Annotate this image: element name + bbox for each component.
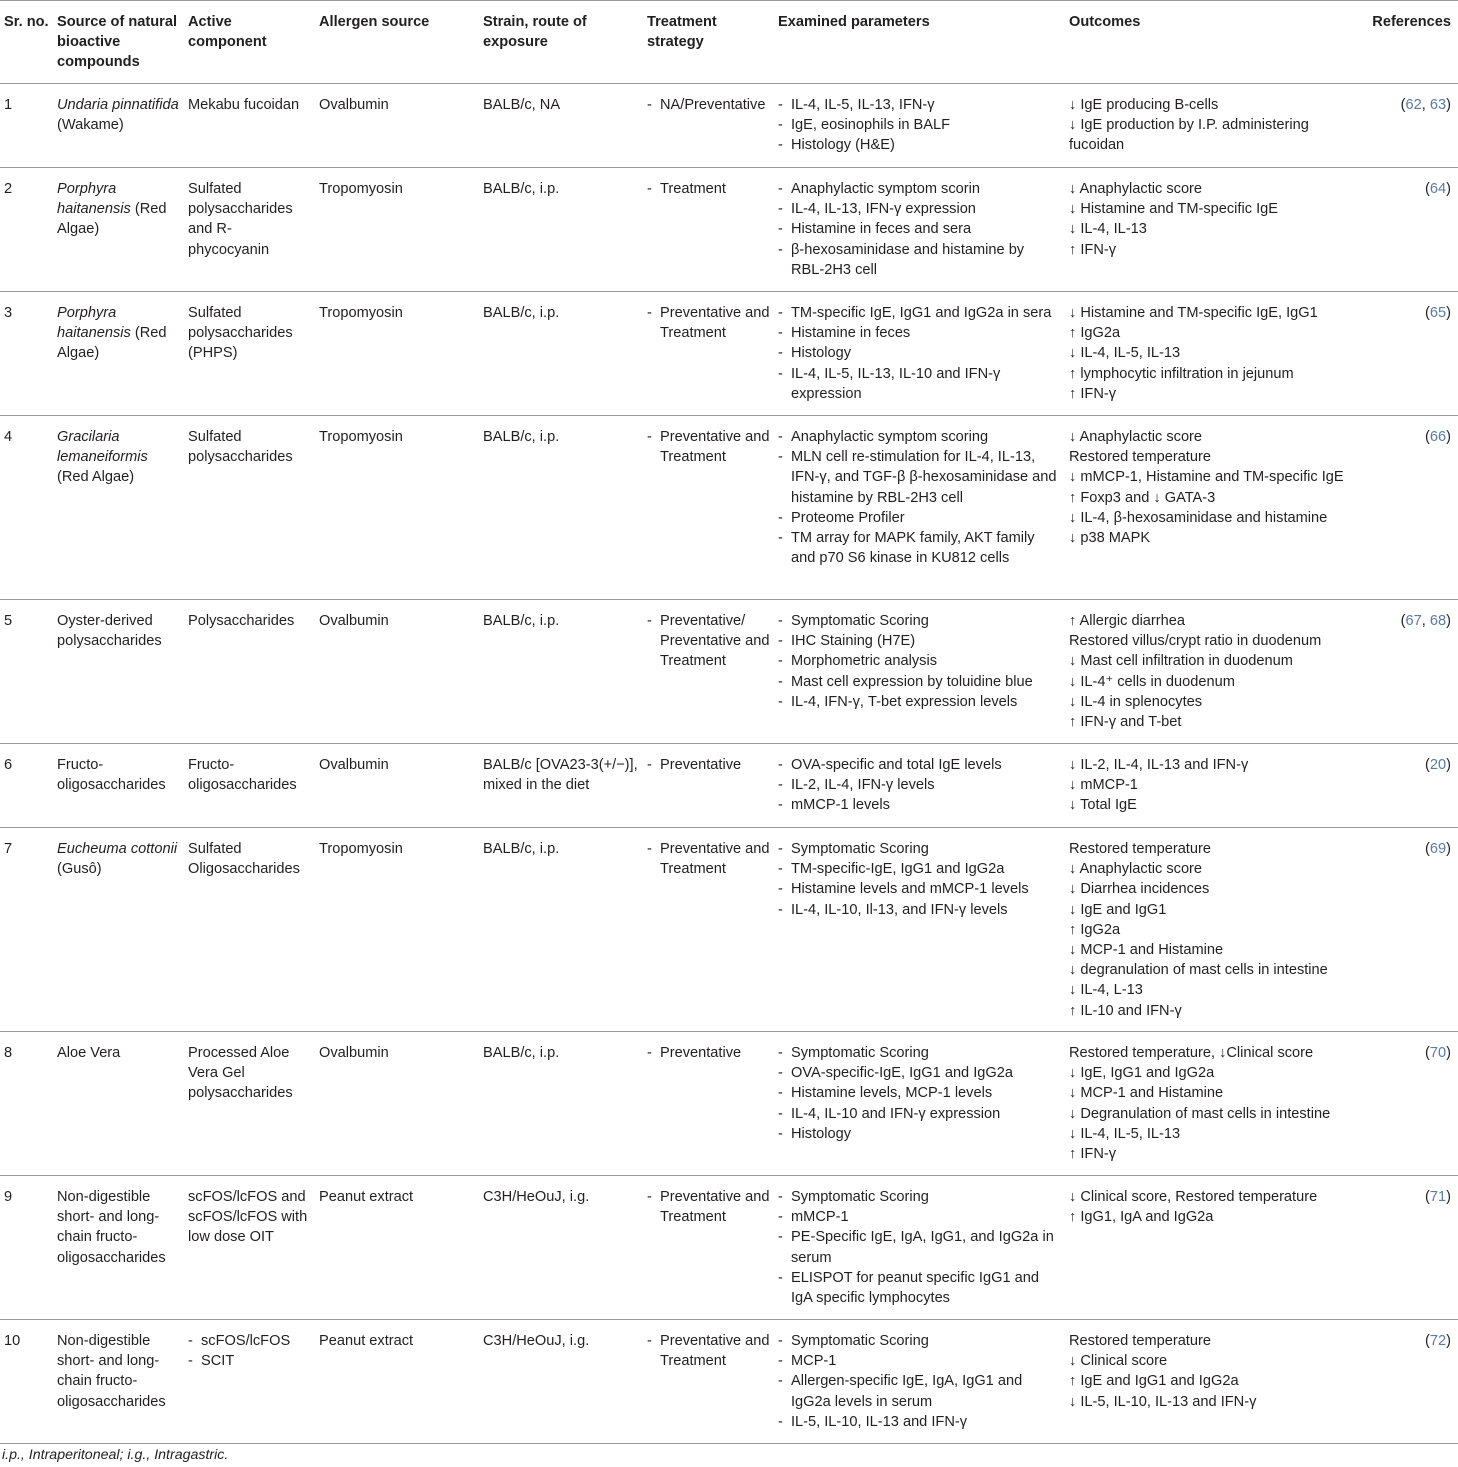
ref-open-paren: ( xyxy=(1400,97,1406,113)
source-species: Porphyra haitanensis xyxy=(57,181,131,218)
cell-references xyxy=(1351,600,1458,744)
cell-allergen-source: Ovalbumin xyxy=(319,757,389,773)
outcome-item: ↓ IgE and IgG1 xyxy=(1069,901,1167,918)
outcome-item: ↑ Allergic diarrhea xyxy=(1069,613,1185,629)
header-sr-no: Sr. no. xyxy=(4,14,49,30)
source-text: Non-digestible short- and long-chain fructo-oligosaccharides xyxy=(57,1333,166,1410)
treatment-item: - Preventative xyxy=(647,1043,770,1063)
cell-sr-no: 6 xyxy=(4,757,13,773)
table-row xyxy=(0,828,1458,1032)
ref-open-paren: ( xyxy=(1425,305,1430,321)
parameter-item: - mMCP-1 levels xyxy=(778,795,1061,815)
cell-sr-no: 7 xyxy=(4,841,13,857)
source-species: Gracilaria lemaneiformis xyxy=(57,429,148,466)
treatment-item: - Treatment xyxy=(647,179,770,199)
outcome-item: ↑ IFN-γ and T-bet xyxy=(1069,714,1182,731)
parameter-item: - β-hexosaminidase and histamine by RBL-2H3 cell xyxy=(778,240,1061,280)
treatment-item: - Preventative and Treatment xyxy=(647,427,770,467)
cell-examined-parameters xyxy=(774,1320,1065,1444)
outcome-item: ↓ IL-4, L-13 xyxy=(1069,982,1143,999)
cell-strain-route: BALB/c, NA xyxy=(483,97,561,113)
ref-close-paren: ) xyxy=(1446,1189,1451,1205)
outcome-item: ↓ Clinical score xyxy=(1069,1353,1168,1370)
cell-strain-route: BALB/c, i.p. xyxy=(483,429,560,445)
outcome-item: ↓ degranulation of mast cells in intestine xyxy=(1069,962,1328,979)
outcome-item: ↑ IL-10 and IFN-γ xyxy=(1069,1002,1182,1019)
outcome-item: Restored temperature, ↓Clinical score xyxy=(1069,1045,1314,1061)
ref-close-paren: ) xyxy=(1446,181,1451,197)
cell-references xyxy=(1351,292,1458,416)
source-text: (Gusô) xyxy=(57,861,102,878)
outcome-item: ↓ Histamine and TM-specific IgE, IgG1 xyxy=(1069,305,1318,321)
ref-open-paren: ( xyxy=(1425,429,1430,445)
outcome-item: ↓ Diarrhea incidences xyxy=(1069,881,1210,898)
cell-treatment-strategy xyxy=(643,1032,774,1176)
outcome-item: ↓ IL-5, IL-10, IL-13 and IFN-γ xyxy=(1069,1393,1257,1410)
outcome-item: Restored temperature xyxy=(1069,449,1211,466)
cell-allergen-source: Tropomyosin xyxy=(319,305,403,321)
parameter-item: - MCP-1 xyxy=(778,1351,1061,1371)
source-text: (Red Algae) xyxy=(57,201,167,238)
cell-outcomes xyxy=(1065,1176,1351,1320)
parameter-item: - ELISPOT for peanut specific IgG1 and IgA specific lymphocytes xyxy=(778,1268,1061,1308)
cell-active-component: Sulfated polysaccharides xyxy=(188,429,293,466)
cell-active-component: Sulfated Oligosaccharides xyxy=(188,841,300,878)
cell-references xyxy=(1351,828,1458,1032)
cell-sr-no: 9 xyxy=(4,1189,13,1205)
outcome-item: ↓ Degranulation of mast cells in intestine xyxy=(1069,1105,1331,1122)
parameter-item: - Histamine levels, MCP-1 levels xyxy=(778,1083,1061,1103)
outcome-item: ↑ IgG1, IgA and IgG2a xyxy=(1069,1209,1214,1226)
ref-close-paren: ) xyxy=(1446,757,1451,773)
outcome-item: ↓ IgE production by I.P. administering fucoidan xyxy=(1069,117,1309,154)
table-row xyxy=(0,600,1458,744)
source-text: Non-digestible short- and long-chain fructo-oligosaccharides xyxy=(57,1189,166,1266)
cell-strain-route: BALB/c, i.p. xyxy=(483,1045,560,1061)
parameter-item: - Symptomatic Scoring xyxy=(778,611,1061,631)
cell-allergen-source: Tropomyosin xyxy=(319,841,403,857)
table-row xyxy=(0,1176,1458,1320)
reference-link[interactable]: 72 xyxy=(1429,1333,1447,1349)
parameter-item: - Anaphylactic symptom scoring xyxy=(778,427,1061,447)
parameter-item: - Mast cell expression by toluidine blue xyxy=(778,672,1061,692)
reference-link[interactable]: 20 xyxy=(1429,757,1447,773)
parameter-item: - IL-4, IL-10, Il-13, and IFN-γ levels xyxy=(778,900,1061,920)
cell-active-component: Sulfated polysaccharides and R-phycocyanin xyxy=(188,181,293,258)
cell-outcomes xyxy=(1065,828,1351,1032)
source-text: (Red Algae) xyxy=(57,469,135,486)
cell-active-component: Processed Aloe Vera Gel polysaccharides xyxy=(188,1045,293,1102)
parameter-item: - IL-4, IL-5, IL-13, IFN-γ xyxy=(778,95,1061,115)
reference-link[interactable]: 68 xyxy=(1429,613,1447,629)
cell-source xyxy=(53,292,184,416)
parameter-item: - Morphometric analysis xyxy=(778,651,1061,671)
ref-separator: , xyxy=(1421,613,1430,629)
active-item: - SCIT xyxy=(188,1351,311,1371)
cell-strain-route: BALB/c, i.p. xyxy=(483,181,560,197)
source-text: Oyster-derived polysaccharides xyxy=(57,613,162,650)
parameter-item: - Allergen-specific IgE, IgA, IgG1 and IgG2a levels in serum xyxy=(778,1371,1061,1411)
outcome-item: ↓ Total IgE xyxy=(1069,797,1137,814)
cell-active-component: Sulfated polysaccharides (PHPS) xyxy=(188,305,293,362)
cell-allergen-source: Tropomyosin xyxy=(319,429,403,445)
cell-examined-parameters xyxy=(774,84,1065,168)
cell-source xyxy=(53,1176,184,1320)
reference-link[interactable]: 67 xyxy=(1405,613,1422,629)
ref-open-paren: ( xyxy=(1425,1045,1430,1061)
source-text: (Wakame) xyxy=(57,117,124,134)
cell-source xyxy=(53,416,184,600)
header-source: Source of natural bioactive compounds xyxy=(57,14,178,71)
reference-link[interactable]: 64 xyxy=(1429,181,1447,197)
cell-treatment-strategy xyxy=(643,292,774,416)
parameter-item: - IL-4, IL-13, IFN-γ expression xyxy=(778,199,1061,219)
reference-link[interactable]: 71 xyxy=(1429,1189,1447,1205)
ref-open-paren: ( xyxy=(1425,841,1430,857)
cell-examined-parameters xyxy=(774,1032,1065,1176)
cell-source xyxy=(53,84,184,168)
header-active-component: Active component xyxy=(188,14,267,51)
parameter-item: - IL-4, IL-10 and IFN-γ expression xyxy=(778,1104,1061,1124)
outcome-item: Restored temperature xyxy=(1069,1333,1211,1349)
cell-allergen-source: Ovalbumin xyxy=(319,97,389,113)
outcome-item: Restored temperature xyxy=(1069,841,1211,857)
cell-outcomes xyxy=(1065,84,1351,168)
parameter-item: - TM-specific-IgE, IgG1 and IgG2a xyxy=(778,859,1061,879)
cell-examined-parameters xyxy=(774,292,1065,416)
cell-active-component: Polysaccharides xyxy=(188,613,295,629)
ref-close-paren: ) xyxy=(1446,841,1451,857)
parameter-item: - IL-4, IFN-γ, T-bet expression levels xyxy=(778,692,1061,712)
outcome-item: ↑ IgG2a xyxy=(1069,325,1121,342)
table-row xyxy=(0,292,1458,416)
parameter-item: - Histology xyxy=(778,1124,1061,1144)
ref-close-paren: ) xyxy=(1446,305,1451,321)
parameter-item: - Proteome Profiler xyxy=(778,508,1061,528)
outcome-item: ↓ IL-4⁺ cells in duodenum xyxy=(1069,673,1235,690)
cell-references xyxy=(1351,1176,1458,1320)
active-item: - scFOS/lcFOS xyxy=(188,1331,311,1351)
outcome-item: ↑ IFN-γ xyxy=(1069,241,1117,258)
parameter-item: - mMCP-1 xyxy=(778,1207,1061,1227)
table-header xyxy=(0,1,1458,84)
cell-strain-route: BALB/c, i.p. xyxy=(483,841,560,857)
parameter-item: - IL-5, IL-10, IL-13 and IFN-γ xyxy=(778,1412,1061,1432)
cell-active-component xyxy=(184,1320,315,1444)
parameter-item: - Anaphylactic symptom scorin xyxy=(778,179,1061,199)
cell-source xyxy=(53,168,184,292)
ref-separator: , xyxy=(1421,97,1430,113)
cell-allergen-source: Ovalbumin xyxy=(319,1045,389,1061)
cell-active-component: Mekabu fucoidan xyxy=(188,97,300,113)
cell-source xyxy=(53,828,184,1032)
table-row xyxy=(0,416,1458,600)
outcome-item: ↓ Histamine and TM-specific IgE xyxy=(1069,201,1278,218)
parameter-item: - TM array for MAPK family, AKT family and p70 S6 kinase in KU812 cells xyxy=(778,528,1061,568)
outcome-item: ↑ IgG2a xyxy=(1069,921,1121,938)
cell-strain-route: C3H/HeOuJ, i.g. xyxy=(483,1333,590,1349)
cell-treatment-strategy xyxy=(643,416,774,600)
cell-examined-parameters xyxy=(774,168,1065,292)
header-examined-parameters: Examined parameters xyxy=(778,14,930,30)
ref-open-paren: ( xyxy=(1400,613,1406,629)
ref-close-paren: ) xyxy=(1446,1333,1451,1349)
header-allergen-source: Allergen source xyxy=(319,14,430,30)
outcome-item: ↓ mMCP-1 xyxy=(1069,777,1138,794)
cell-sr-no: 5 xyxy=(4,613,13,629)
parameter-item: - Symptomatic Scoring xyxy=(778,1187,1061,1207)
cell-treatment-strategy xyxy=(643,1320,774,1444)
treatment-item: - Preventative xyxy=(647,755,770,775)
parameter-item: - PE-Specific IgE, IgA, IgG1, and IgG2a in serum xyxy=(778,1227,1061,1267)
source-text: Fructo-oligosaccharides xyxy=(57,757,166,794)
parameter-item: - Histology xyxy=(778,343,1061,363)
cell-references xyxy=(1351,1320,1458,1444)
table-row xyxy=(0,1032,1458,1176)
outcome-item: ↑ IFN-γ xyxy=(1069,385,1117,402)
cell-sr-no: 3 xyxy=(4,305,13,321)
cell-treatment-strategy xyxy=(643,1176,774,1320)
parameter-item: - IgE, eosinophils in BALF xyxy=(778,115,1061,135)
cell-outcomes xyxy=(1065,1320,1351,1444)
cell-strain-route: BALB/c, i.p. xyxy=(483,305,560,321)
ref-close-paren: ) xyxy=(1446,97,1451,113)
parameter-item: - TM-specific IgE, IgG1 and IgG2a in sera xyxy=(778,303,1061,323)
outcome-item: ↓ Mast cell infiltration in duodenum xyxy=(1069,653,1293,670)
table-row xyxy=(0,1320,1458,1444)
outcome-item: ↓ p38 MAPK xyxy=(1069,530,1151,547)
cell-treatment-strategy xyxy=(643,600,774,744)
table-row xyxy=(0,168,1458,292)
cell-active-component: Fructo-oligosaccharides xyxy=(188,757,297,794)
outcome-item: ↓ IgE producing B-cells xyxy=(1069,97,1219,113)
outcome-item: ↑ IFN-γ xyxy=(1069,1146,1117,1163)
ref-close-paren: ) xyxy=(1446,613,1451,629)
reference-link[interactable]: 70 xyxy=(1429,1045,1447,1061)
table-row xyxy=(0,84,1458,168)
parameter-item: - Symptomatic Scoring xyxy=(778,839,1061,859)
cell-strain-route: C3H/HeOuJ, i.g. xyxy=(483,1189,590,1205)
source-species: Eucheuma cottonii xyxy=(57,841,178,857)
parameter-item: - Symptomatic Scoring xyxy=(778,1331,1061,1351)
cell-sr-no: 1 xyxy=(4,97,13,113)
cell-outcomes xyxy=(1065,1032,1351,1176)
outcome-item: ↓ Anaphylactic score xyxy=(1069,181,1203,197)
outcome-item: ↓ IL-4, IL-5, IL-13 xyxy=(1069,1125,1181,1142)
outcome-item: ↑ IgE and IgG1 and IgG2a xyxy=(1069,1373,1239,1390)
cell-treatment-strategy xyxy=(643,84,774,168)
cell-sr-no: 10 xyxy=(4,1333,21,1349)
ref-open-paren: ( xyxy=(1425,1189,1430,1205)
cell-active-component: scFOS/lcFOS and scFOS/lcFOS with low dose OIT xyxy=(188,1189,308,1246)
outcome-item: Restored villus/crypt ratio in duodenum xyxy=(1069,633,1322,650)
cell-references xyxy=(1351,168,1458,292)
parameter-item: - OVA-specific-IgE, IgG1 and IgG2a xyxy=(778,1063,1061,1083)
cell-source xyxy=(53,1032,184,1176)
cell-strain-route: BALB/c, i.p. xyxy=(483,613,560,629)
parameter-item: - Histamine levels and mMCP-1 levels xyxy=(778,879,1061,899)
treatment-item: - Preventative and Treatment xyxy=(647,1331,770,1371)
ref-close-paren: ) xyxy=(1446,429,1451,445)
reference-link[interactable]: 63 xyxy=(1429,97,1447,113)
table-row xyxy=(0,744,1458,828)
source-text: (Red Algae) xyxy=(57,325,167,362)
treatment-item: - Preventative and Treatment xyxy=(647,303,770,343)
ref-close-paren: ) xyxy=(1446,1045,1451,1061)
header-strain-route: Strain, route of exposure xyxy=(483,14,587,51)
table-body xyxy=(0,84,1458,1444)
source-species: Porphyra haitanensis xyxy=(57,305,131,342)
cell-allergen-source: Peanut extract xyxy=(319,1189,414,1205)
parameter-item: - Histology (H&E) xyxy=(778,135,1061,155)
cell-examined-parameters xyxy=(774,828,1065,1032)
cell-treatment-strategy xyxy=(643,744,774,828)
table-footnote: i.p., Intraperitoneal; i.g., Intragastric. xyxy=(2,1447,229,1463)
parameter-item: - Histamine in feces and sera xyxy=(778,219,1061,239)
parameter-item: - IL-2, IL-4, IFN-γ levels xyxy=(778,775,1061,795)
cell-references xyxy=(1351,1032,1458,1176)
cell-sr-no: 4 xyxy=(4,429,13,445)
outcome-item: ↓ IL-2, IL-4, IL-13 and IFN-γ xyxy=(1069,757,1249,773)
cell-examined-parameters xyxy=(774,1176,1065,1320)
outcome-item: ↓ Anaphylactic score xyxy=(1069,429,1203,445)
parameter-item: - Histamine in feces xyxy=(778,323,1061,343)
outcome-item: ↓ IL-4, β-hexosaminidase and histamine xyxy=(1069,509,1328,526)
cell-allergen-source: Ovalbumin xyxy=(319,613,389,629)
treatment-item: - Preventative and Treatment xyxy=(647,839,770,879)
header-treatment-strategy: Treatment strategy xyxy=(647,14,717,51)
parameter-item: - IHC Staining (H7E) xyxy=(778,631,1061,651)
cell-examined-parameters xyxy=(774,600,1065,744)
cell-outcomes xyxy=(1065,600,1351,744)
outcome-item: ↓ MCP-1 and Histamine xyxy=(1069,1085,1224,1102)
outcome-item: ↑ Foxp3 and ↓ GATA-3 xyxy=(1069,489,1216,506)
cell-treatment-strategy xyxy=(643,828,774,1032)
outcome-item: ↓ mMCP-1, Histamine and TM-specific IgE xyxy=(1069,469,1344,486)
cell-allergen-source: Tropomyosin xyxy=(319,181,403,197)
source-text: Aloe Vera xyxy=(57,1045,121,1061)
cell-allergen-source: Peanut extract xyxy=(319,1333,414,1349)
cell-source xyxy=(53,744,184,828)
outcome-item: ↓ IL-4, IL-13 xyxy=(1069,221,1147,238)
outcome-item: ↓ Anaphylactic score xyxy=(1069,861,1203,878)
cell-strain-route: BALB/c [OVA23-3(+/−)], mixed in the diet xyxy=(483,757,638,794)
header-row xyxy=(0,1,1458,84)
outcome-item: ↓ IL-4 in splenocytes xyxy=(1069,693,1203,710)
outcome-item: ↓ IgE, IgG1 and IgG2a xyxy=(1069,1065,1215,1082)
ref-open-paren: ( xyxy=(1425,181,1430,197)
source-species: Undaria pinnatifida xyxy=(57,97,179,113)
cell-outcomes xyxy=(1065,168,1351,292)
outcome-item: ↓ MCP-1 and Histamine xyxy=(1069,942,1224,959)
cell-sr-no: 8 xyxy=(4,1045,13,1061)
outcome-item: ↓ IL-4, IL-5, IL-13 xyxy=(1069,345,1181,362)
cell-references xyxy=(1351,416,1458,600)
cell-outcomes xyxy=(1065,744,1351,828)
cell-examined-parameters xyxy=(774,416,1065,600)
header-outcomes: Outcomes xyxy=(1069,14,1141,30)
cell-source xyxy=(53,1320,184,1444)
parameter-item: - IL-4, IL-5, IL-13, IL-10 and IFN-γ expression xyxy=(778,364,1061,404)
cell-outcomes xyxy=(1065,292,1351,416)
parameter-item: - Symptomatic Scoring xyxy=(778,1043,1061,1063)
reference-link[interactable]: 65 xyxy=(1429,305,1447,321)
cell-treatment-strategy xyxy=(643,168,774,292)
treatment-item: - Preventative/ Preventative and Treatment xyxy=(647,611,770,672)
ref-open-paren: ( xyxy=(1425,1333,1430,1349)
cell-references xyxy=(1351,744,1458,828)
reference-link[interactable]: 62 xyxy=(1405,97,1422,113)
ref-open-paren: ( xyxy=(1425,757,1430,773)
parameter-item: - MLN cell re-stimulation for IL-4, IL-13, IFN-γ, and TGF-β β-hexosaminidase and histamine by RBL-2H3 cell xyxy=(778,447,1061,508)
cell-sr-no: 2 xyxy=(4,181,13,197)
outcome-item: ↑ lymphocytic infiltration in jejunum xyxy=(1069,365,1294,382)
cell-examined-parameters xyxy=(774,744,1065,828)
treatment-item: - Preventative and Treatment xyxy=(647,1187,770,1227)
reference-link[interactable]: 69 xyxy=(1429,841,1447,857)
parameter-item: - OVA-specific and total IgE levels xyxy=(778,755,1061,775)
cell-references xyxy=(1351,84,1458,168)
cell-source xyxy=(53,600,184,744)
outcome-item: ↓ Clinical score, Restored temperature xyxy=(1069,1189,1318,1205)
header-references: References xyxy=(1372,14,1451,30)
cell-outcomes xyxy=(1065,416,1351,600)
treatment-item: - NA/Preventative xyxy=(647,95,770,115)
reference-link[interactable]: 66 xyxy=(1429,429,1447,445)
